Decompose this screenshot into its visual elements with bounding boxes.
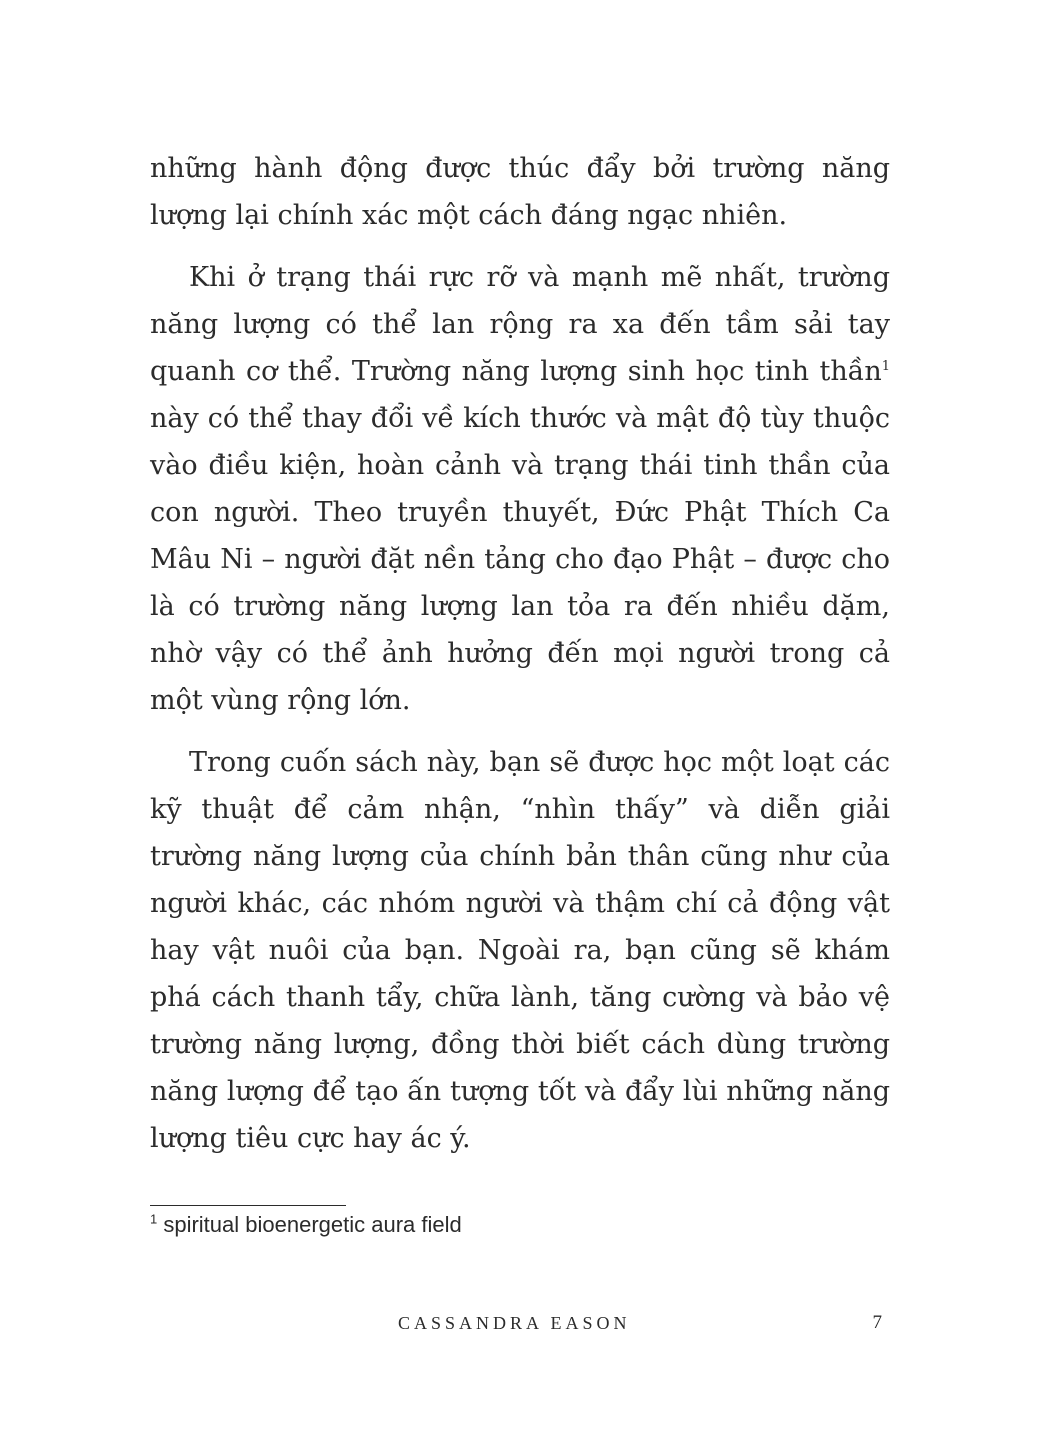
footnote — [150, 1212, 462, 1238]
paragraph-1 — [150, 145, 890, 239]
running-footer-author: CASSANDRA EASON — [398, 1313, 631, 1333]
paragraph-2 — [150, 254, 890, 724]
paragraph-2-text-end: này có thể thay đổi về kích thước và mật độ tùy thuộc vào điều kiện, hoàn cảnh và trạng thái tinh thần của con người. Theo truyền thuyết, Đức Phật Thích Ca Mâu Ni – người đặt nền tảng cho đạo Phật – được cho là có trường năng lượng lan tỏa ra đến nhiều dặm, nhờ vậy có thể ảnh hưởng đến mọi người trong cả một vùng rộng lớn. — [150, 403, 890, 716]
footnote-number: 1 — [150, 1211, 158, 1227]
page-number: 7 — [872, 1312, 882, 1333]
footnote-reference[interactable]: 1 — [881, 359, 890, 374]
body-text — [150, 145, 890, 1177]
footnote-divider — [150, 1205, 346, 1206]
paragraph-1-text: những hành động được thúc đẩy bởi trường năng lượng lại chính xác một cách đáng ngạc nhiên. — [150, 153, 890, 231]
paragraph-3-text: Trong cuốn sách này, bạn sẽ được học một loạt các kỹ thuật để cảm nhận, “nhìn thấy” và diễn giải trường năng lượng của chính bản thân cũng như của người khác, các nhóm người và thậm chí cả động vật hay vật nuôi của bạn. Ngoài ra, bạn cũng sẽ khám phá cách thanh tẩy, chữa lành, tăng cường và bảo vệ trường năng lượng, đồng thời biết cách dùng trường năng lượng để tạo ấn tượng tốt và đẩy lùi những năng lượng tiêu cực hay ác ý. — [150, 747, 890, 1154]
paragraph-3 — [150, 739, 890, 1162]
paragraph-2-text-start: Khi ở trạng thái rực rỡ và mạnh mẽ nhất, trường năng lượng có thể lan rộng ra xa đến tầm sải tay quanh cơ thể. Trường năng lượng sinh học tinh thần — [150, 262, 890, 387]
footnote-text: spiritual bioenergetic aura field — [157, 1212, 462, 1237]
